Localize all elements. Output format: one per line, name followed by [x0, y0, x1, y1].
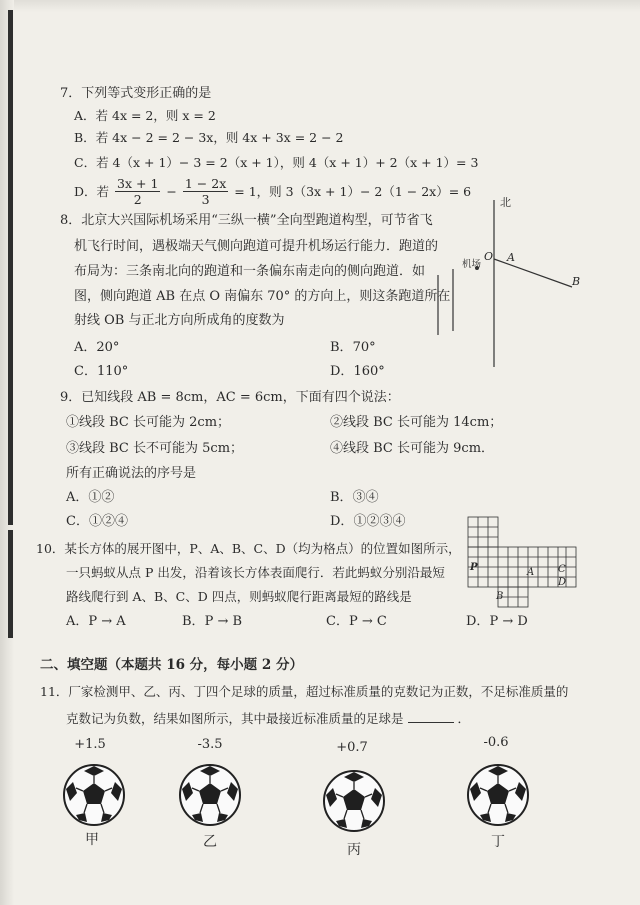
q9-option-b[interactable]: B．③④: [330, 490, 379, 505]
q9-option-d[interactable]: D．①②③④: [330, 514, 406, 529]
point-b-label: B: [572, 275, 581, 288]
fraction-1: $\frac{3x + 1}{2}$: [117, 176, 159, 207]
q9-prompt: 所有正确说法的序号是: [66, 466, 197, 481]
q10-option-b[interactable]: B．P → B: [182, 614, 243, 629]
soccer-ball-icon: [178, 763, 242, 827]
q10-point-d: D: [558, 577, 567, 588]
ball-deviation: +0.7: [336, 740, 368, 755]
q9-option-c[interactable]: C．①②④: [66, 514, 128, 529]
soccer-ball-icon: [466, 763, 530, 827]
q10-net-figure: [466, 515, 578, 611]
q8-option-c[interactable]: C．110°: [74, 364, 129, 379]
soccer-ball-icon: [322, 769, 386, 833]
q9-claim: ②线段 BC 长可能为 14cm；: [330, 415, 503, 430]
q8-runway-figure: [430, 195, 590, 375]
q10-line: 一只蚂蚁从点 P 出发，沿着该长方体表面爬行．若此蚂蚁分别沿最短: [66, 565, 445, 580]
q8-line: 8．北京大兴国际机场采用“三纵一横”全向型跑道构型，可节省飞: [60, 213, 433, 228]
q9-claim: ③线段 BC 长不可能为 5cm；: [66, 441, 244, 456]
q9-stem: 9．已知线段 AB = 8cm，AC = 6cm，下面有四个说法：: [60, 390, 400, 405]
q8-option-a[interactable]: A．20°: [74, 340, 120, 355]
q8-line: 图，侧向跑道 AB 在点 O 南偏东 70° 的方向上，则这条跑道所在: [74, 289, 451, 304]
q9-claim: ④线段 BC 长可能为 9cm．: [330, 441, 495, 456]
q10-line: 10．某长方体的展开图中，P、A、B、C、D（均为格点）的位置如图所示，: [36, 541, 461, 556]
section-2-title: 二、填空题（本题共 16 分，每小题 2 分）: [40, 657, 303, 673]
q8-option-d[interactable]: D．160°: [330, 364, 385, 379]
q7-option-d[interactable]: D．若 $\frac{3x + 1}{2}$ − $\frac{1 - 2x}{3}$ = 1，则 3（3x + 1）− 2（1 − 2x）= 6: [74, 176, 472, 207]
q10-point-c: C: [558, 564, 566, 575]
point-o-label: O: [484, 250, 494, 263]
point-a-label: A: [507, 251, 515, 264]
binding-strip: [8, 530, 13, 638]
soccer-ball-icon: [62, 763, 126, 827]
q7-option-a[interactable]: A．若 4x = 2，则 x = 2: [74, 108, 216, 123]
q8-line: 机飞行时间，遇极端天气侧向跑道可提升机场运行能力．跑道的: [74, 239, 439, 254]
q9-claim: ①线段 BC 长可能为 2cm；: [66, 415, 231, 430]
q10-line: 路线爬行到 A、B、C、D 四点，则蚂蚁爬行距离最短的路线是: [66, 589, 412, 604]
q8-line: 射线 OB 与正北方向所成角的度数为: [74, 313, 285, 328]
fraction-2: $\frac{1 - 2x}{3}$: [184, 176, 227, 207]
ball-name: 丙: [347, 842, 361, 858]
q10-point-b: B: [496, 591, 504, 602]
ball-name: 丁: [491, 834, 505, 850]
q10-option-c[interactable]: C．P → C: [326, 614, 387, 629]
airport-label: 机场: [462, 259, 482, 270]
ball-deviation: -3.5: [197, 737, 223, 752]
side-runway: [494, 259, 572, 287]
ball-deviation: -0.6: [483, 735, 509, 750]
q9-option-a[interactable]: A．①②: [66, 490, 115, 505]
answer-blank[interactable]: [408, 722, 454, 723]
q11-line-1: 11．厂家检测甲、乙、丙、丁四个足球的质量，超过标准质量的克数记为正数，不足标准质量的: [40, 684, 569, 699]
q10-point-p: P: [470, 562, 478, 573]
q11-line-2: 克数记为负数，结果如图所示，其中最接近标准质量的足球是 ．: [66, 711, 471, 726]
q10-option-a[interactable]: A．P → A: [66, 614, 126, 629]
ball-name: 乙: [203, 834, 217, 850]
q10-option-d[interactable]: D．P → D: [466, 614, 528, 629]
ball-deviation: +1.5: [74, 737, 106, 752]
binding-strip: [8, 10, 13, 525]
q8-line: 布局为：三条南北向的跑道和一条偏东南走向的侧向跑道．如: [74, 264, 426, 279]
q7-stem: 7．下列等式变形正确的是: [60, 86, 212, 101]
q7-option-c[interactable]: C．若 4（x + 1）− 3 = 2（x + 1），则 4（x + 1）+ 2（x + 1）= 3: [74, 155, 479, 170]
page-edge-top: [0, 0, 640, 12]
q7-option-b[interactable]: B．若 4x − 2 = 2 − 3x，则 4x + 3x = 2 − 2: [74, 130, 344, 145]
top-face: [468, 517, 498, 547]
ball-name: 甲: [85, 832, 99, 848]
q8-option-b[interactable]: B．70°: [330, 340, 376, 355]
q10-point-a: A: [527, 567, 535, 578]
north-label: 北: [500, 196, 511, 209]
